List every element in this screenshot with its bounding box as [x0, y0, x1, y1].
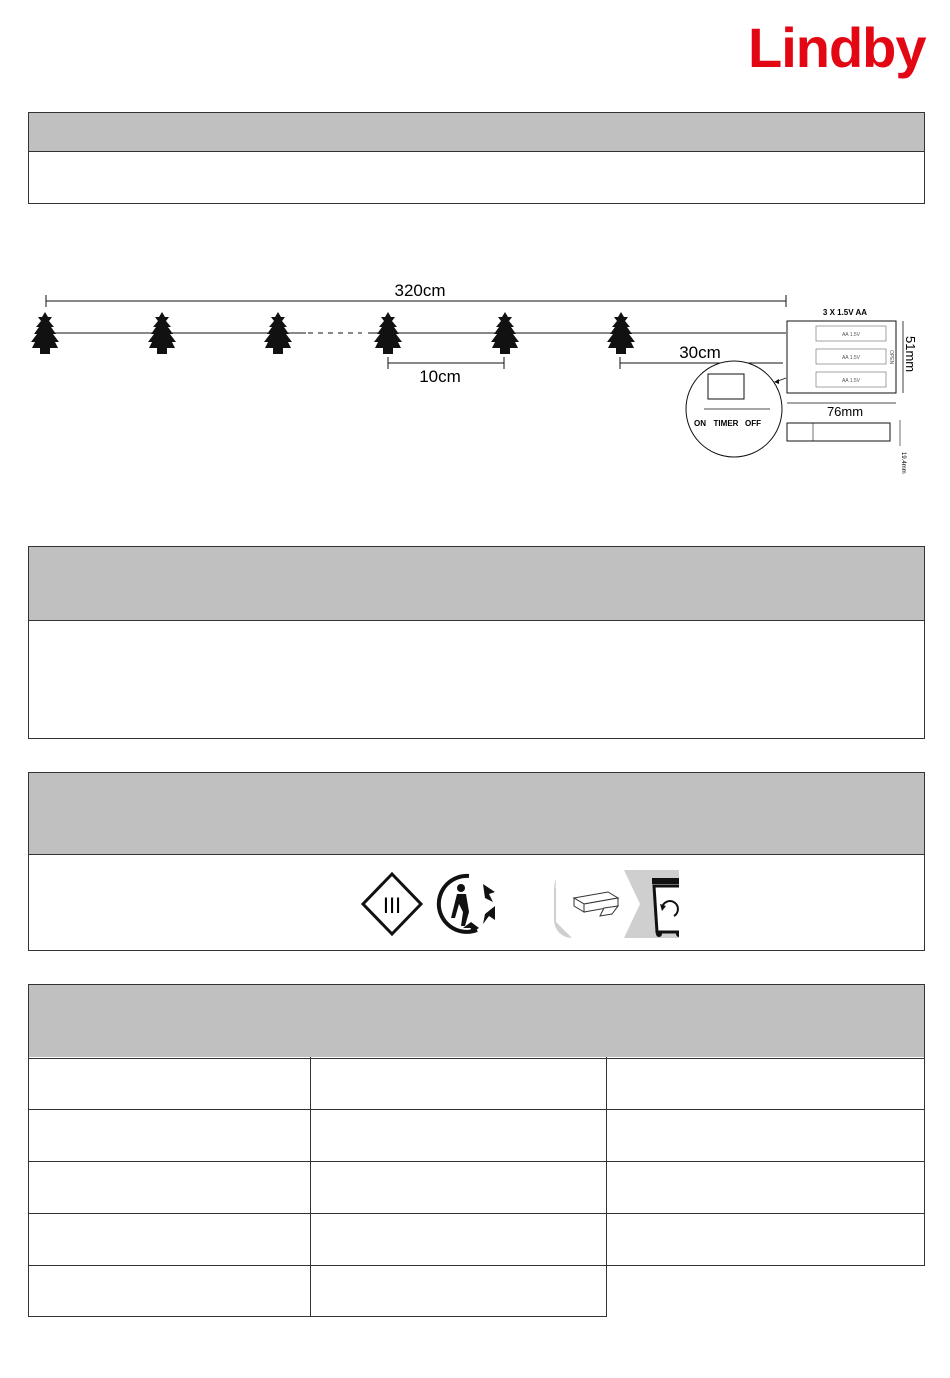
switch-on-label: ON	[694, 419, 706, 428]
open-label: OPEN	[888, 350, 894, 365]
table-cell	[28, 1110, 311, 1162]
class-iii-text: III	[382, 893, 402, 918]
battery-box-side	[787, 423, 890, 441]
table-cell	[311, 1057, 607, 1110]
battery-cell-label: AA 1.5V	[841, 378, 861, 384]
switch-timer-label: TIMER	[713, 419, 739, 428]
spec-table-header	[29, 985, 924, 1057]
info-table-1-header	[29, 113, 924, 152]
spec-table	[28, 1057, 925, 1317]
dim-box-width-text: 76mm	[826, 404, 864, 419]
dim-lead-text: 30cm	[679, 343, 721, 362]
table-cell	[607, 1057, 925, 1110]
battery-label: 3 X 1.5V AA	[822, 308, 868, 317]
dim-box-height-text: 51mm	[903, 336, 918, 373]
brand-logo	[748, 16, 926, 79]
table-cell	[607, 1214, 925, 1266]
product-diagram	[0, 270, 950, 490]
tree-icon	[374, 312, 402, 354]
tree-icon	[148, 312, 176, 354]
tree-icon	[491, 312, 519, 354]
table-cell	[311, 1162, 607, 1214]
table-cell	[28, 1162, 311, 1214]
tree-icon	[607, 312, 635, 354]
packaging-recycle-icon	[554, 870, 679, 938]
table-cell	[311, 1266, 607, 1317]
info-table-2-header	[29, 547, 924, 621]
table-cell	[607, 1162, 925, 1214]
switch-off-label: OFF	[745, 419, 761, 428]
info-table-3	[28, 772, 925, 951]
triman-icon	[439, 876, 495, 934]
table-cell	[311, 1214, 607, 1266]
table-cell	[28, 1214, 311, 1266]
battery-cell-label: AA 1.5V	[841, 355, 861, 361]
tree-icon	[31, 312, 59, 354]
dim-box-depth-text: 19.4mm	[900, 452, 906, 474]
symbol-row	[359, 868, 679, 940]
table-cell	[607, 1110, 925, 1162]
info-table-2	[28, 546, 925, 739]
info-table-3-header	[29, 773, 924, 855]
recycle-bin-icon	[652, 878, 679, 937]
dim-total-text: 320cm	[394, 281, 446, 300]
table-cell	[28, 1266, 311, 1317]
class-iii-icon	[363, 874, 421, 934]
tree-icon	[264, 312, 292, 354]
brand-name: Lindby	[748, 16, 926, 79]
table-cell	[311, 1110, 607, 1162]
battery-cell-label: AA 1.5V	[841, 332, 861, 338]
info-table-1	[28, 112, 925, 204]
table-cell	[28, 1057, 311, 1110]
dim-spacing-text: 10cm	[419, 367, 461, 386]
spec-table-header-box	[28, 984, 925, 1059]
